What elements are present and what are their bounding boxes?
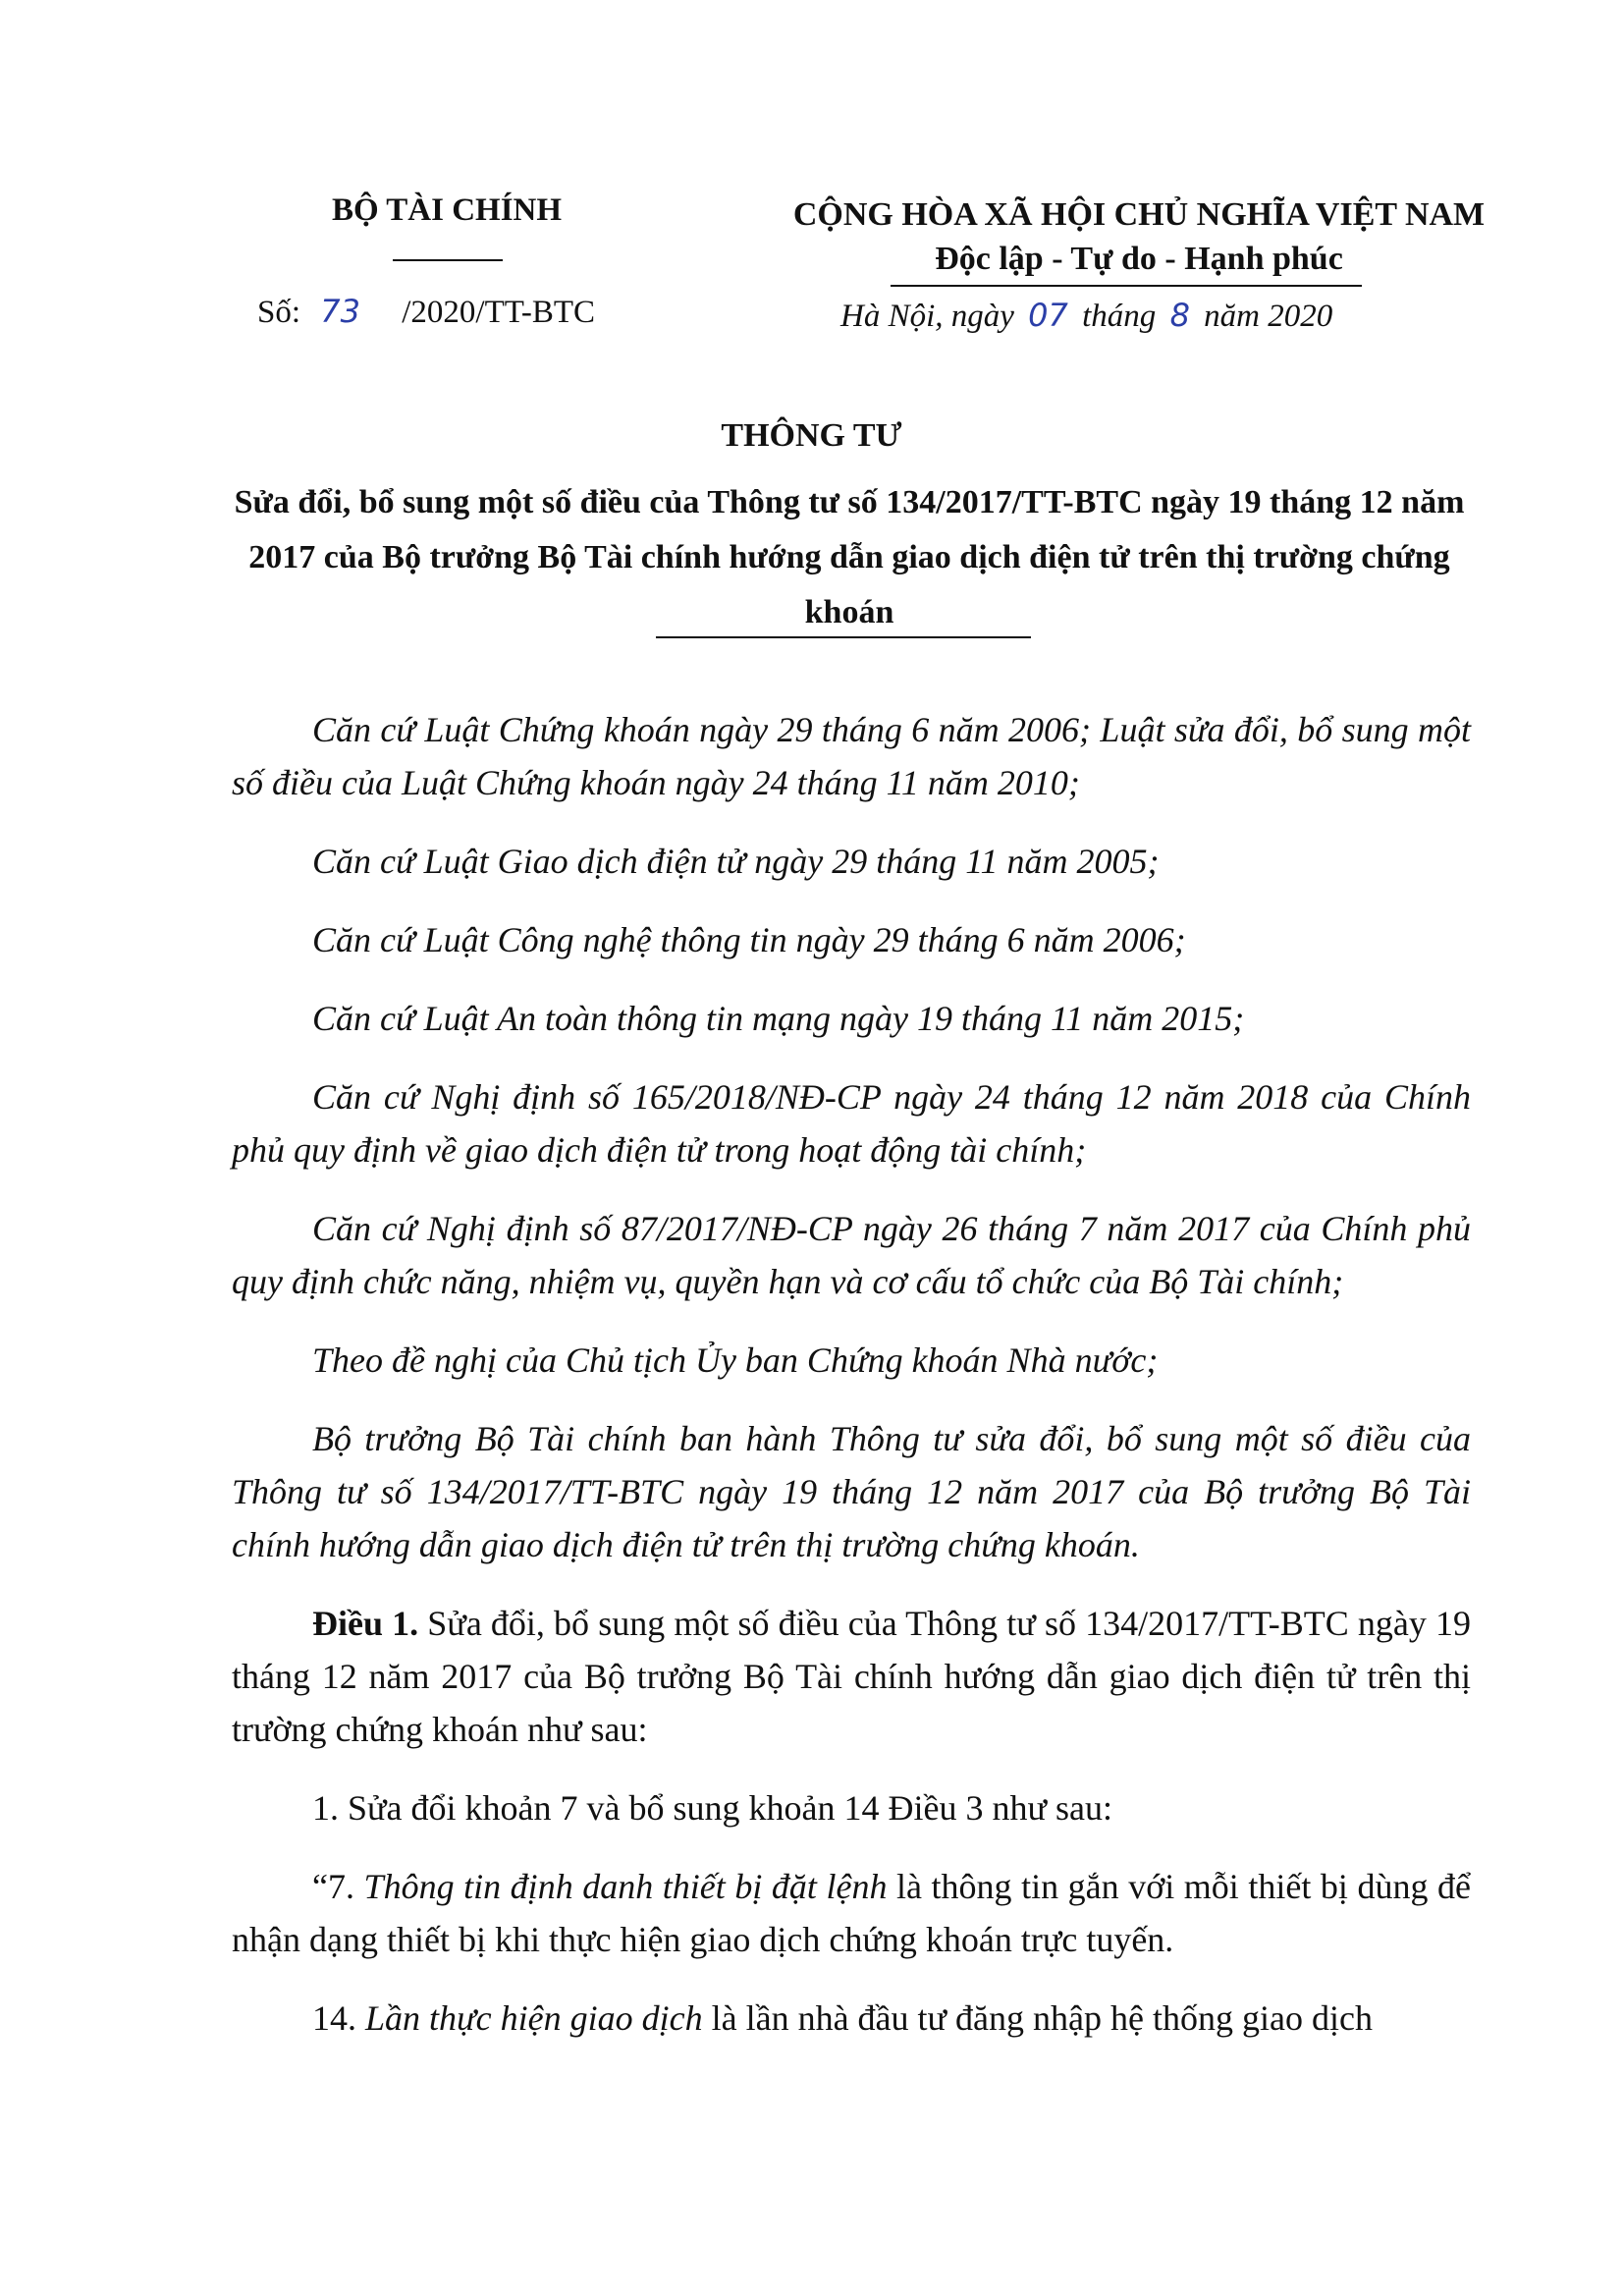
issuing-agency: BỘ TÀI CHÍNH (331, 192, 563, 228)
legal-basis-item: Căn cứ Luật Công nghệ thông tin ngày 29 tháng 6 năm 2006; (312, 920, 1186, 959)
motto-underline (891, 285, 1362, 287)
legal-basis-item: Căn cứ Luật Giao dịch điện tử ngày 29 tháng 11 năm 2005; (312, 842, 1160, 881)
national-motto: Độc lập - Tự do - Hạnh phúc (935, 241, 1343, 277)
document-number-suffix: /2020/TT-BTC (402, 295, 596, 330)
legal-basis-item: Căn cứ Luật An toàn thông tin mạng ngày 19 tháng 11 năm 2015; (312, 999, 1245, 1038)
document-number-handwritten: 73 (320, 293, 360, 330)
document-number-prefix: Số: (257, 295, 301, 330)
item-14-term: Lần thực hiện giao dịch (365, 1998, 703, 2038)
item-7 (232, 1860, 1471, 1966)
item-7-lead: “7. (312, 1867, 354, 1906)
place-and-date (840, 297, 1332, 335)
place-date-prefix: Hà Nội, ngày (840, 299, 1014, 334)
legal-basis-item: Căn cứ Nghị định số 87/2017/NĐ-CP ngày 26 tháng 7 năm 2017 của Chính phủ quy định chức năng, nhiệm vụ, quyền hạn và cơ cấu tổ chức của Bộ Tài chính; (232, 1209, 1471, 1301)
item-14-lead: 14. (312, 1998, 356, 2038)
document-subject: Sửa đổi, bổ sung một số điều của Thông tư số 134/2017/TT-BTC ngày 19 tháng 12 năm 2017 của Bộ trưởng Bộ Tài chính hướng dẫn giao dịch điện tử trên thị trường chứng khoán (234, 484, 1465, 630)
document-number (257, 293, 595, 331)
title-underline (656, 636, 1031, 638)
day-handwritten: 07 (1028, 297, 1068, 334)
article-1 (232, 1597, 1471, 1756)
legal-basis-item: Căn cứ Luật Chứng khoán ngày 29 tháng 6 năm 2006; Luật sửa đổi, bổ sung một số điều của Luật Chứng khoán ngày 24 tháng 11 năm 2010; (232, 710, 1471, 802)
legal-basis-item: Căn cứ Nghị định số 165/2018/NĐ-CP ngày 24 tháng 12 năm 2018 của Chính phủ quy định về giao dịch điện tử trong hoạt động tài chính; (232, 1077, 1471, 1170)
item-14-text: là lần nhà đầu tư đăng nhập hệ thống giao dịch (711, 1998, 1373, 2038)
clause-1: 1. Sửa đổi khoản 7 và bổ sung khoản 14 Điều 3 như sau: (312, 1788, 1112, 1828)
item-14 (232, 1992, 1471, 2045)
month-label: tháng (1082, 299, 1157, 334)
document-body (232, 703, 1471, 2070)
article-1-text: Sửa đổi, bổ sung một số điều của Thông tư số 134/2017/TT-BTC ngày 19 tháng 12 năm 2017 của Bộ trưởng Bộ Tài chính hướng dẫn giao dịch điện tử trên thị trường chứng khoán như sau: (232, 1604, 1472, 1749)
month-handwritten: 8 (1169, 297, 1190, 334)
year-label: năm 2020 (1204, 299, 1333, 334)
national-title: CỘNG HÒA XÃ HỘI CHỦ NGHĨA VIỆT NAM (792, 196, 1486, 233)
legal-basis-item: Bộ trưởng Bộ Tài chính ban hành Thông tư sửa đổi, bổ sung một số điều của Thông tư số 134/2017/TT-BTC ngày 19 tháng 12 năm 2017 của Bộ trưởng Bộ Tài chính hướng dẫn giao dịch điện tử trên thị trường chứng khoán. (232, 1419, 1471, 1564)
agency-underline (393, 259, 503, 261)
item-7-term: Thông tin định danh thiết bị đặt lệnh (363, 1867, 888, 1906)
legal-basis-item: Theo đề nghị của Chủ tịch Ủy ban Chứng khoán Nhà nước; (312, 1340, 1159, 1380)
article-1-heading: Điều 1. (312, 1604, 419, 1643)
item-7-text: là thông tin gắn với mỗi thiết bị dùng để nhận dạng thiết bị khi thực hiện giao dịch chứng khoán trực tuyến. (232, 1867, 1472, 1959)
document-type: THÔNG TƯ (721, 417, 902, 454)
